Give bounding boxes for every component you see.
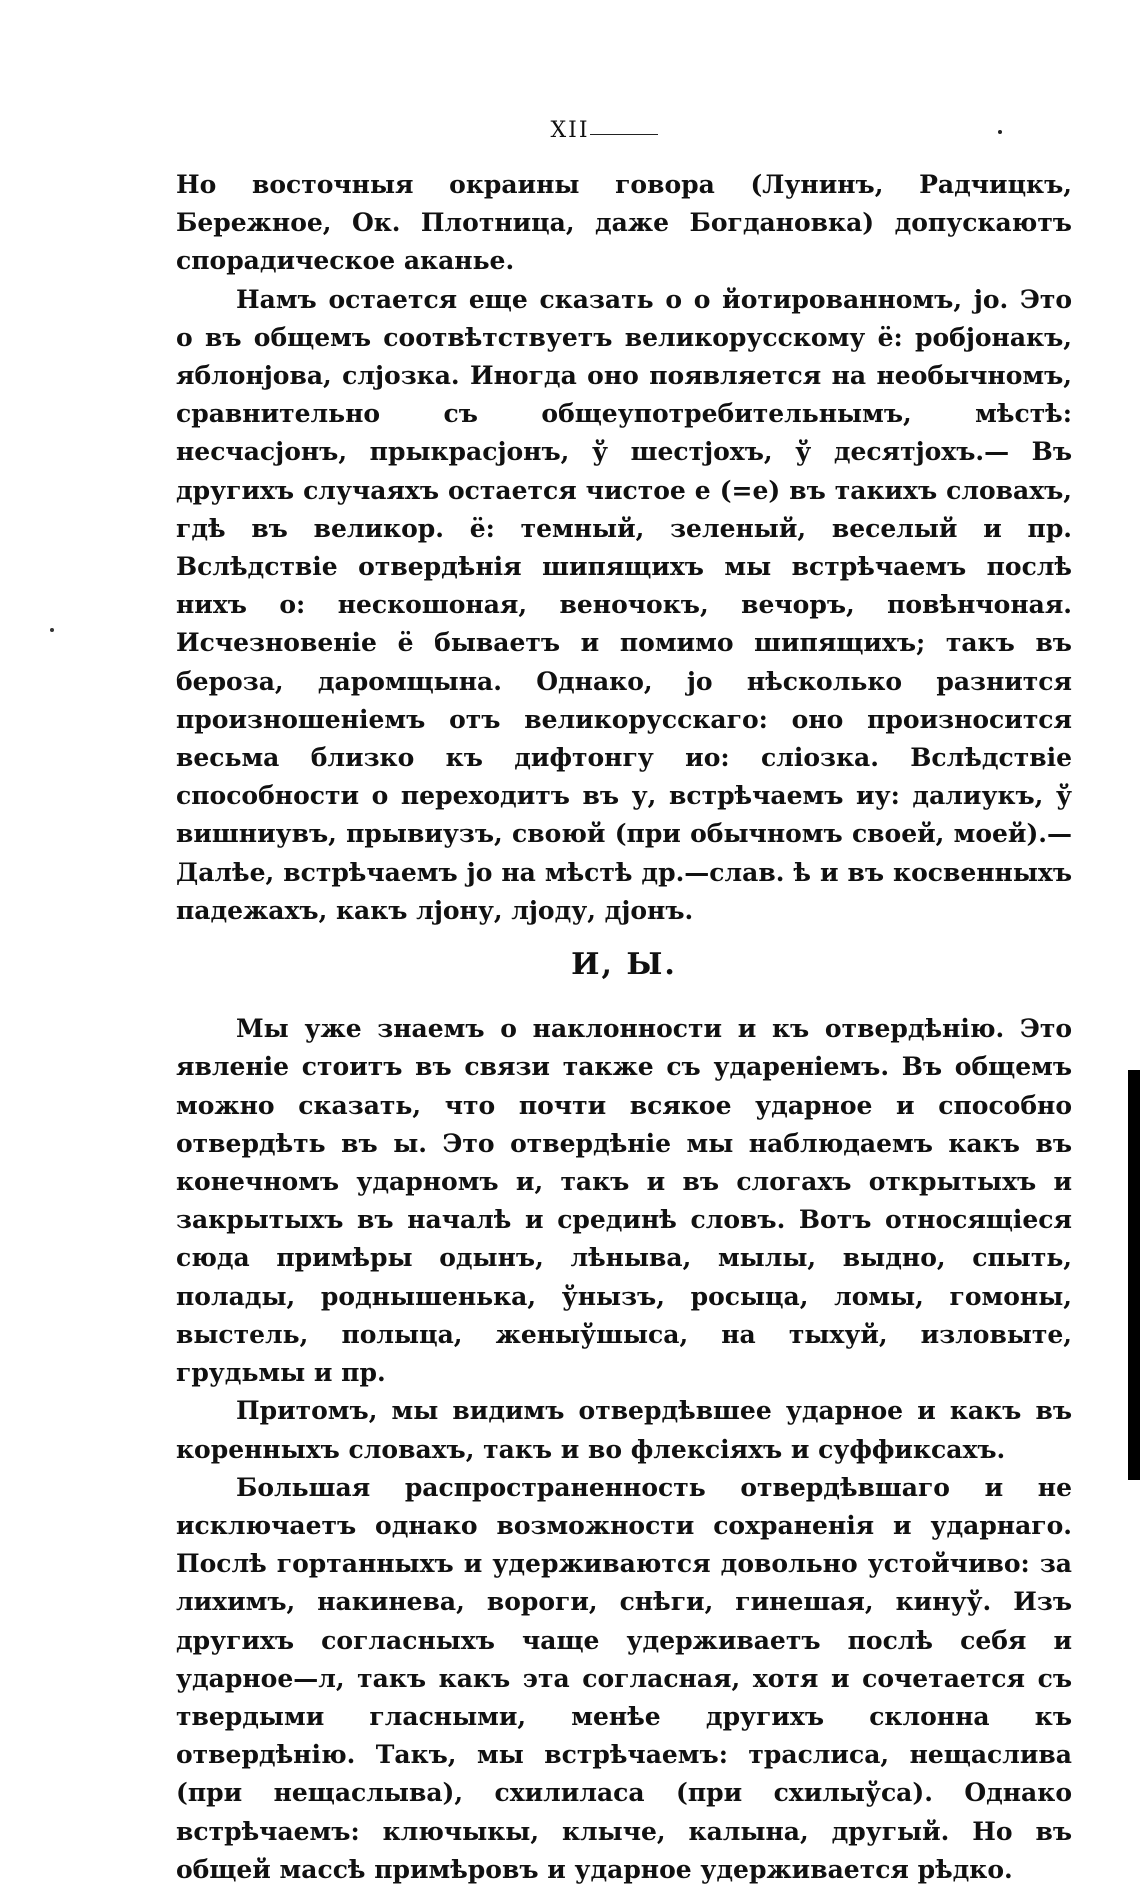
- paragraph-1: Но восточныя окраины говора (Лунинъ, Радчицкъ, Бережное, Ок. Плотница, даже Богдановка) допускаютъ спорадическое аканье.: [176, 170, 1072, 276]
- speck-mark: [998, 130, 1002, 134]
- speck-mark: [50, 628, 54, 632]
- body-text: [176, 166, 1072, 1889]
- header-rule: [590, 134, 658, 135]
- paragraph-3: Мы уже знаемъ о наклонности и къ отвердѣнію. Это явленіе стоитъ въ связи также съ удареніемъ. Въ общемъ можно сказать, что почти всякое ударное и способно отвердѣть въ ы. Это отвердѣніе мы наблюдаемъ какъ въ конечномъ ударномъ и, такъ и въ слогахъ открытыхъ и закрытыхъ въ началѣ и срединѣ словъ. Вотъ относящіеся сюда примѣры одынъ, лѣныва, мылы, выдно, спыть, полады, роднышенька, ўнызъ, росыца, ломы, гомоны, выстель, полыца, женыўшыса, на тыхуй, изловыте, грудьмы и пр.: [176, 1014, 1072, 1388]
- page-number: XII: [550, 118, 590, 143]
- paragraph-2: Намъ остается еще сказать о о йотированномъ, jо. Это о въ общемъ соотвѣтствуетъ великорусскому ё: робjонакъ, яблонjова, слjозка. Иногда оно появляется на необычномъ, сравнительно съ общеупотребительнымъ, мѣстѣ: несчасjонъ, прыкрасjонъ, ў шестjохъ, ў десятjохъ.— Въ другихъ случаяхъ остается чистое е (=е) въ такихъ словахъ, гдѣ въ великор. ё: темный, зеленый, веселый и пр. Вслѣдствіе отвердѣнія шипящихъ мы встрѣчаемъ послѣ нихъ о: нескошоная, веночокъ, вечоръ, повѣнчоная. Исчезновеніе ё бываетъ и помимо шипящихъ; такъ въ бероза, даромщына. Однако, jо нѣсколько разнится произношеніемъ отъ великорусскаго: оно произносится весьма близко къ дифтонгу ио: сліозка. Вслѣдствіе способности о переходитъ въ у, встрѣчаемъ иу: далиукъ, ў вишниувъ, прывиузъ, своюй (при обычномъ своей, моей).— Далѣе, встрѣчаемъ jо на мѣстѣ др.—слав. ѣ и въ косвенныхъ падежахъ, какъ лjону, лjоду, дjонъ.: [176, 284, 1072, 925]
- scan-margin-shadow: [1128, 1070, 1140, 1480]
- section-heading: И, Ы.: [571, 947, 677, 983]
- paragraph-5: Большая распространенность отвердѣвшаго и не исключаетъ однако возможности сохраненія и ударнаго. Послѣ гортанныхъ и удерживаются довольно устойчиво: за лихимъ, накинева, вороги, снѣги, гинешая, кинуў. Изъ другихъ согласныхъ чаще удерживаетъ послѣ себя и ударное—л, такъ какъ эта согласная, хотя и сочетается съ твердыми гласными, менѣе другихъ склонна къ отвердѣнію. Такъ, мы встрѣчаемъ: траслиса, нещаслива (при нещаслыва), схилиласа (при схилыўса). Однако встрѣчаемъ: ключыкы, клыче, калына, другый. Но въ общей массѣ примѣровъ и ударное удерживается рѣдко.: [176, 1472, 1072, 1884]
- paragraph-4: Притомъ, мы видимъ отвердѣвшее ударное и какъ въ коренныхъ словахъ, такъ и во флексіяхъ и суффиксахъ.: [176, 1396, 1072, 1464]
